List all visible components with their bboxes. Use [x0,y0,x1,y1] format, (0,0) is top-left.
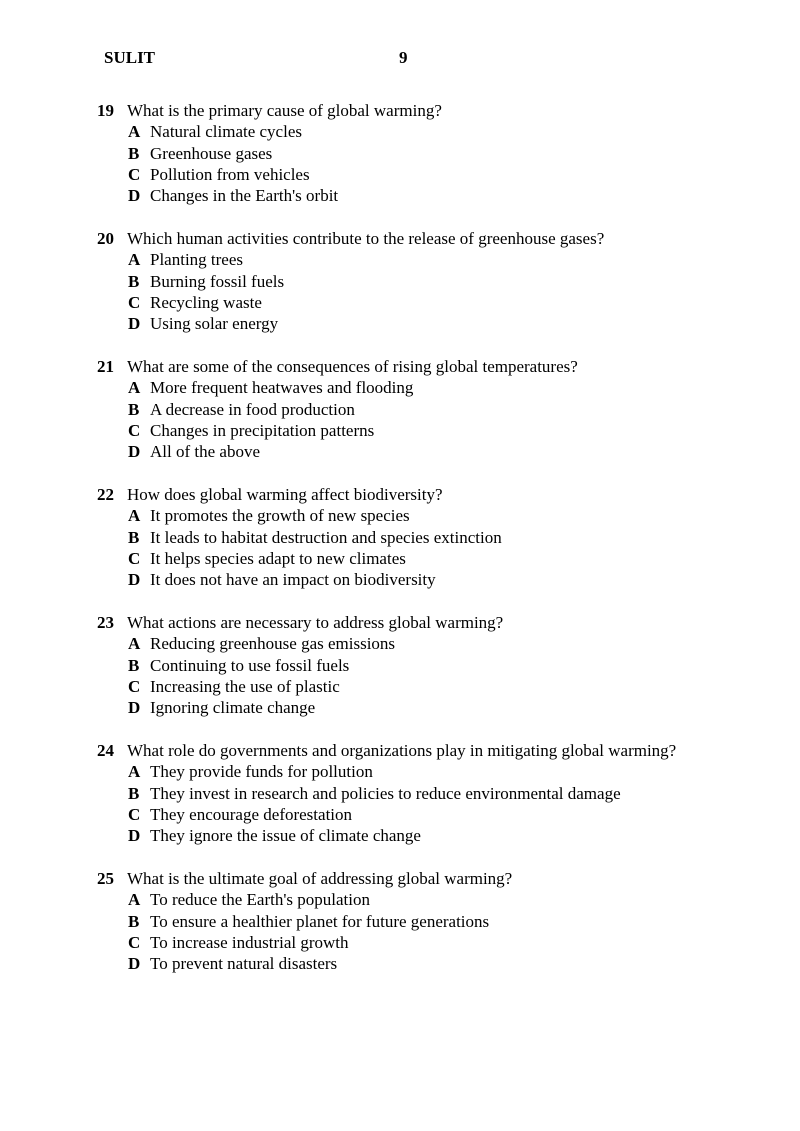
option-text: To ensure a healthier planet for future generations [150,911,490,931]
option-row [0,548,800,569]
question-row [0,740,800,761]
question-row [0,612,800,633]
question-number: 22 [97,484,114,504]
question-text: What role do governments and organizations play in mitigating global warming? [127,740,677,760]
option-letter: B [128,911,140,931]
option-text: To reduce the Earth's population [150,890,370,910]
option-row [0,569,800,590]
option-row [0,271,800,292]
question-number: 19 [97,101,114,120]
question-number: 24 [97,740,114,760]
option-row [0,185,800,206]
option-text: Recycling waste [150,292,262,312]
option-letter: C [128,164,141,184]
question-text: What is the ultimate goal of addressing global warming? [127,868,513,888]
question-text: Which human activities contribute to the release of greenhouse gases? [127,228,605,248]
option-letter: B [128,655,140,675]
option-text: They provide funds for pollution [150,762,373,782]
option-letter: A [128,378,141,398]
option-letter: A [128,890,141,910]
option-letter: D [128,954,141,974]
option-row [0,761,800,782]
question-block-25 [0,868,800,974]
option-letter: D [128,186,141,206]
option-row [0,441,800,462]
option-row [0,655,800,676]
question-text: What is the primary cause of global warming? [127,101,442,120]
option-letter: A [128,634,141,654]
option-text: Natural climate cycles [150,122,302,142]
option-text: Changes in the Earth's orbit [150,186,339,206]
question-row [0,228,800,249]
option-row [0,399,800,420]
option-text: Increasing the use of plastic [150,676,340,696]
option-row [0,953,800,974]
option-text: Planting trees [150,250,244,270]
question-block-19 [0,100,800,206]
option-row [0,804,800,825]
option-text: They encourage deforestation [150,804,353,824]
question-block-24 [0,740,800,846]
option-row [0,143,800,164]
option-row [0,313,800,334]
option-letter: A [128,762,141,782]
option-text: It helps species adapt to new climates [150,548,406,568]
option-letter: C [128,676,141,696]
option-letter: D [128,442,141,462]
option-text: Greenhouse gases [150,143,273,163]
option-row [0,527,800,548]
option-row [0,249,800,270]
option-letter: A [128,506,141,526]
question-block-21 [0,356,800,462]
option-row [0,932,800,953]
option-text: A decrease in food production [150,399,355,419]
option-row [0,825,800,846]
option-letter: C [128,804,141,824]
option-text: To prevent natural disasters [150,954,338,974]
question-number: 20 [97,228,114,248]
option-row [0,505,800,526]
question-text: How does global warming affect biodiversity? [127,484,443,504]
option-text: To increase industrial growth [150,932,349,952]
option-letter: C [128,420,141,440]
question-number: 23 [97,612,114,632]
option-letter: B [128,527,140,547]
option-text: It leads to habitat destruction and species extinction [150,527,502,547]
option-row [0,377,800,398]
option-letter: A [128,250,141,270]
question-block-23 [0,612,800,718]
option-row [0,911,800,932]
option-row [0,633,800,654]
option-row [0,292,800,313]
option-row [0,164,800,185]
option-letter: D [128,570,141,590]
option-text: They ignore the issue of climate change [150,826,421,846]
question-number: 21 [97,356,114,376]
question-list [0,100,800,996]
option-text: Using solar energy [150,314,279,334]
option-letter: D [128,826,141,846]
option-row [0,697,800,718]
question-block-22 [0,484,800,590]
option-text: More frequent heatwaves and flooding [150,378,414,398]
page-number: 9 [399,48,408,67]
option-letter: B [128,271,140,291]
option-text: Pollution from vehicles [150,164,310,184]
question-number: 25 [97,868,114,888]
option-letter: D [128,314,141,334]
option-text: Continuing to use fossil fuels [150,655,350,675]
question-text: What are some of the consequences of rising global temperatures? [127,356,578,376]
question-row [0,100,800,121]
option-letter: C [128,548,141,568]
option-letter: C [128,932,141,952]
confidential-label: SULIT [104,48,156,67]
option-row [0,889,800,910]
option-letter: B [128,143,140,163]
option-text: All of the above [150,442,260,462]
option-text: Ignoring climate change [150,698,316,718]
question-row [0,484,800,505]
question-row [0,356,800,377]
option-row [0,676,800,697]
question-text: What actions are necessary to address global warming? [127,612,504,632]
option-row [0,420,800,441]
option-text: Changes in precipitation patterns [150,420,375,440]
option-letter: C [128,292,141,312]
option-text: They invest in research and policies to reduce environmental damage [150,783,621,803]
option-letter: B [128,399,140,419]
option-text: Reducing greenhouse gas emissions [150,634,396,654]
question-block-20 [0,228,800,334]
option-letter: D [128,698,141,718]
option-row [0,121,800,142]
option-row [0,783,800,804]
option-letter: B [128,783,140,803]
option-text: Burning fossil fuels [150,271,285,291]
option-text: It does not have an impact on biodiversity [150,570,436,590]
option-text: It promotes the growth of new species [150,506,410,526]
option-letter: A [128,122,141,142]
question-row [0,868,800,889]
